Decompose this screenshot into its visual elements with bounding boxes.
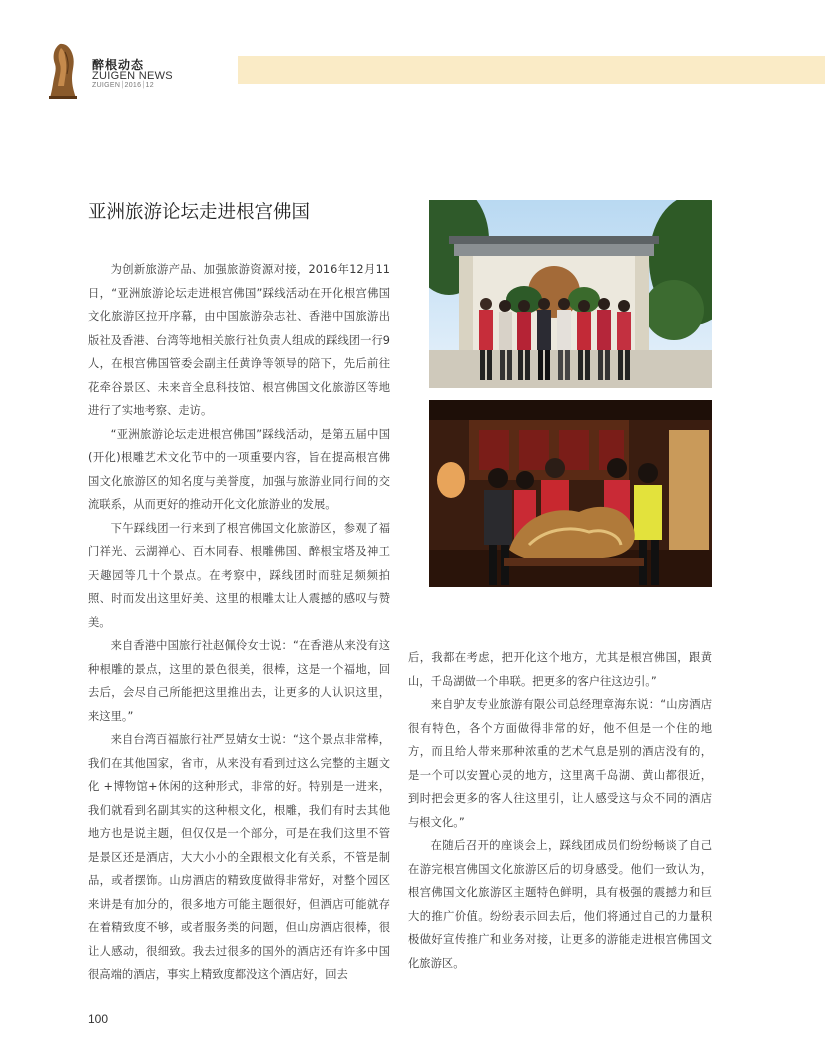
photo-group-at-gate <box>429 200 712 388</box>
photo-group-viewing-root-carving <box>429 400 712 587</box>
paragraph: 下午踩线团一行来到了根宫佛国文化旅游区，参观了福门祥光、云湖禅心、百木同春、根雕佛国、醉根宝塔及神工天趣园等几十个景点。在考察中，踩线团时而驻足频频拍照、时而发出这里好美、这里的根雕太让人震撼的感叹与赞美。 <box>88 521 390 629</box>
paragraph: 来自香港中国旅行社赵佩伶女士说：“在香港从来没有这种根雕的景点，这里的景色很美，很棒，这是一个福地，回去后，会尽自己所能把这里推出去，让更多的人认识这里，来这里。” <box>88 639 390 723</box>
paragraph: “亚洲旅游论坛走进根宫佛国”踩线活动，是第五届中国(开化)根雕艺术文化节中的一项重要内容，旨在提高根宫佛国文化旅游区的知名度与美誉度，加强与旅游业同行间的交流联系，从而更好的推动开化文化旅游业的发展。 <box>88 427 390 511</box>
paragraph: 为创新旅游产品、加强旅游资源对接，2016年12月11日，“亚洲旅游论坛走进根宫佛国”踩线活动在开化根宫佛国文化旅游区拉开序幕，由中国旅游杂志社、香港中国旅游出版社及香港、台湾等地相关旅行社负责人组成的踩线团一行9人，在根宫佛国管委会副主任黄诤等领导的陪下，先后前往花牵谷景区、未来音全息科技馆、根宫佛国文化旅游区等地进行了实地考察、走访。 <box>88 263 390 417</box>
header-issue: ZUIGEN⏐2016⏐12 <box>92 82 154 89</box>
paragraph: 在随后召开的座谈会上，踩线团成员们纷纷畅谈了自己在游完根宫佛国文化旅游区后的切身感受。他们一致认为，根宫佛国文化旅游区主题特色鲜明，具有极强的震撼力和巨大的推广价值。纷纷表示回去后，他们将通过自己的力量积极做好宣传推广和业务对接，让更多的游能走进根宫佛国文化旅游区。 <box>408 839 712 970</box>
paragraph: 来自台湾百福旅行社严昱婧女士说：“这个景点非常棒，我们在其他国家，省市，从来没有看到过这么完整的主题文化 +博物馆+休闲的这种形式，非常的好。特别是一进来，我们就看到名副其实的这种根文化，根雕，我们有时去其他地方也是说主题，但仅仅是一个部分，可是在我们这里不管是景区还是酒店，大大小小的全跟根文化有关系，不管是制品，或者摆饰。山房酒店的精致度做得非常好，对整个园区来讲是有加分的，很多地方可能主题很好，但酒店可能就存在着精致度不够，或者服务类的问题，但山房酒店很棒，很让人感动，很细致。我去过很多的国外的酒店还有许多中国很高端的酒店，事实上精致度都没这个酒店好，回去 <box>88 733 390 981</box>
header-accent-bar <box>238 56 825 84</box>
paragraph: 来自驴友专业旅游有限公司总经理章海东说：“山房酒店很有特色，各个方面做得非常的好，他不但是一个住的地方，而且给人带来那种浓重的艺术气息是别的酒店没有的，是一个可以安置心灵的地方，这里离千岛湖、黄山都很近，到时把会更多的客人往这里引，让人感受这与众不同的酒店与根文化。” <box>408 698 712 829</box>
article-title: 亚洲旅游论坛走进根宫佛国 <box>88 202 311 223</box>
paragraph: 后，我都在考虑，把开化这个地方，尤其是根宫佛国，跟黄山，千岛湖做一个串联。把更多的客户往这边引。” <box>408 651 712 688</box>
page-number: 100 <box>88 1012 109 1026</box>
header-subtitle: ZUIGEN NEWS <box>92 70 173 82</box>
article-column-2 <box>408 646 712 975</box>
article-column-1 <box>88 258 390 987</box>
header-title: 醉根动态 <box>92 58 145 72</box>
root-sculpture-logo-icon <box>48 42 78 100</box>
